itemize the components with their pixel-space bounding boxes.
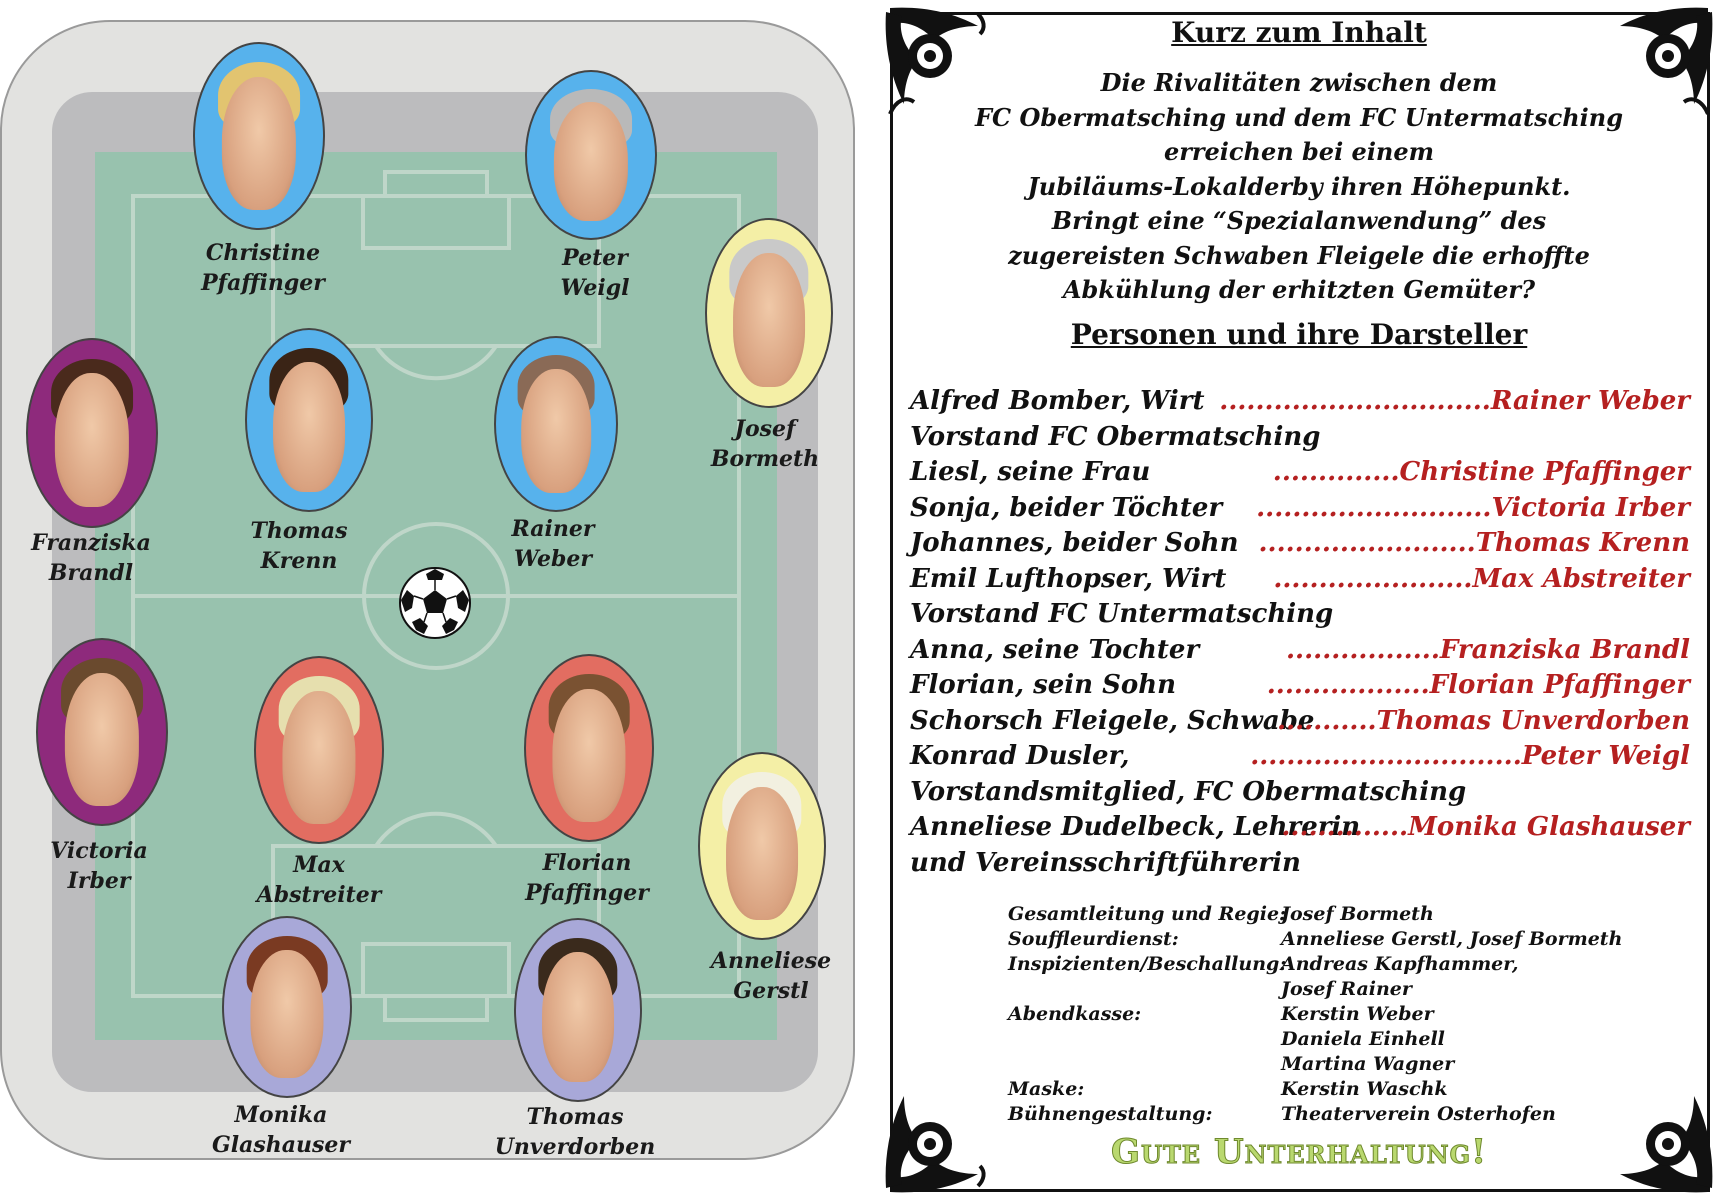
player-name	[502, 848, 672, 908]
credit-value: Theaterverein Osterhofen	[1281, 1103, 1556, 1125]
face-shape	[542, 952, 614, 1082]
cast-role: Johannes, beider Sohn	[910, 528, 1239, 558]
name-first: Thomas	[526, 1104, 624, 1130]
name-first: Christine	[205, 240, 321, 266]
credit-line	[1008, 1077, 1698, 1102]
portrait-peter	[525, 70, 657, 240]
portrait-thomas-krenn	[245, 328, 373, 512]
soccer-ball-icon	[398, 566, 472, 640]
cast-row	[910, 777, 1690, 812]
player-name	[510, 243, 680, 303]
cast-role: Anna, seine Tochter	[910, 635, 1200, 665]
name-last: Glashauser	[211, 1132, 350, 1158]
cast-row	[910, 812, 1690, 847]
portrait-victoria	[36, 638, 168, 826]
portrait-monika	[222, 916, 352, 1098]
player-name	[14, 836, 184, 896]
player-name	[178, 238, 348, 298]
summary-line: Abkühlung der erhitzten Gemüter?	[1062, 275, 1536, 304]
credit-line	[1008, 1052, 1698, 1077]
credit-label: Bühnengestaltung:	[1008, 1103, 1213, 1125]
cast-actor: .................Franziska Brandl	[1285, 635, 1690, 665]
cast-row	[910, 848, 1690, 883]
cast-row	[910, 635, 1690, 670]
cast-actor: ...........Thomas Unverdorben	[1277, 706, 1690, 736]
cast-role: Sonja, beider Töchter	[910, 493, 1223, 523]
summary-line: zugereisten Schwaben Fleigele die erhoffte	[1008, 240, 1590, 270]
name-last: Pfaffinger	[201, 270, 325, 296]
player-name	[214, 516, 384, 576]
cast-role: Alfred Bomber, Wirt	[910, 386, 1205, 416]
name-first: Max	[293, 852, 345, 878]
credit-value: Kerstin Weber	[1281, 1003, 1434, 1025]
cast-row	[910, 386, 1690, 421]
cast-role: Vorstand FC Untermatsching	[910, 599, 1334, 629]
summary-line: erreichen bei einem	[1163, 137, 1435, 166]
name-last: Bormeth	[710, 446, 820, 472]
credit-line	[1008, 1002, 1698, 1027]
summary-line: Bringt eine “Spezialanwendung” des	[1051, 206, 1547, 235]
cast-role: Liesl, seine Frau	[910, 457, 1151, 487]
face-shape	[521, 369, 591, 493]
cast-actor: ..............................Rainer Weber	[1219, 386, 1690, 416]
credit-label: Maske:	[1008, 1078, 1085, 1100]
player-name	[490, 1102, 660, 1162]
name-last: Gerstl	[733, 978, 809, 1004]
credit-value: Josef Bormeth	[1281, 903, 1434, 925]
cast-actor: ..............Christine Pfaffinger	[1272, 457, 1690, 487]
portrait-christine	[193, 42, 325, 230]
cast-actor: ..........................Victoria Irber	[1256, 493, 1690, 523]
cast-role: Schorsch Fleigele, Schwabe	[910, 706, 1315, 736]
player-name	[196, 1100, 366, 1160]
cast-actor: ..............................Peter Weigl	[1250, 741, 1690, 771]
name-last: Weber	[514, 546, 592, 572]
heading-cast: Personen und ihre Darsteller	[1070, 318, 1528, 351]
name-first: Anneliese	[710, 948, 832, 974]
credit-value: Josef Rainer	[1281, 978, 1412, 1000]
cast-role: Anneliese Dudelbeck, Lehrerin	[910, 812, 1361, 842]
name-last: Unverdorben	[494, 1134, 656, 1160]
cast-actor: ......................Max Abstreiter	[1273, 564, 1690, 594]
cast-role: Konrad Dusler,	[910, 741, 1130, 771]
cast-row	[910, 599, 1690, 634]
portrait-franziska	[26, 338, 158, 528]
cast-role: Vorstandsmitglied, FC Obermatsching	[910, 777, 1467, 807]
name-first: Thomas	[250, 518, 348, 544]
cast-row	[910, 564, 1690, 599]
portrait-rainer	[494, 336, 618, 512]
credits-list	[1008, 902, 1698, 1127]
name-last: Krenn	[260, 548, 338, 574]
face-shape	[733, 253, 805, 387]
player-name	[680, 414, 850, 474]
cast-role: und Vereinsschriftführerin	[910, 848, 1301, 878]
summary-line: Die Rivalitäten zwischen dem	[1100, 68, 1498, 97]
portrait-max	[254, 656, 384, 844]
cast-role: Florian, sein Sohn	[910, 670, 1177, 700]
cast-actor: ..............Monika Glashauser	[1281, 812, 1690, 842]
credit-value: Daniela Einhell	[1281, 1028, 1445, 1050]
face-shape	[55, 373, 129, 507]
cast-actor: ..................Florian Pfaffinger	[1266, 670, 1690, 700]
program-sheet	[880, 4, 1718, 1196]
face-shape	[554, 102, 628, 222]
closing-message: Gute Unterhaltung!	[1110, 1132, 1487, 1172]
player-name	[468, 514, 638, 574]
credit-line	[1008, 1102, 1698, 1127]
player-name	[6, 528, 176, 588]
name-first: Rainer	[511, 516, 595, 542]
credit-value: Anneliese Gerstl, Josef Bormeth	[1281, 928, 1623, 950]
name-first: Franziska	[31, 530, 151, 556]
face-shape	[552, 689, 625, 821]
face-shape	[65, 673, 139, 805]
credit-line	[1008, 952, 1698, 977]
credit-line	[1008, 902, 1698, 927]
name-first: Peter	[562, 245, 628, 271]
player-name	[234, 850, 404, 910]
cast-role: Vorstand FC Obermatsching	[910, 422, 1321, 452]
face-shape	[250, 950, 323, 1078]
cast-row	[910, 670, 1690, 705]
portrait-florian	[524, 654, 654, 842]
credit-value: Kerstin Waschk	[1281, 1078, 1448, 1100]
cast-row	[910, 528, 1690, 563]
name-last: Brandl	[48, 560, 134, 586]
face-shape	[282, 691, 355, 823]
cast-row	[910, 422, 1690, 457]
name-first: Monika	[234, 1102, 328, 1128]
cast-row	[910, 457, 1690, 492]
credit-line	[1008, 977, 1698, 1002]
credit-value: Martina Wagner	[1281, 1053, 1455, 1075]
name-last: Pfaffinger	[525, 880, 649, 906]
credit-label: Gesamtleitung und Regie:	[1008, 903, 1287, 925]
cast-row	[910, 493, 1690, 528]
name-last: Abstreiter	[256, 882, 382, 908]
portrait-josef	[705, 218, 833, 408]
cast-role: Emil Lufthopser, Wirt	[910, 564, 1227, 594]
portrait-thomas-unverdorben	[514, 918, 642, 1102]
summary-line: FC Obermatsching und dem FC Untermatsching	[974, 102, 1624, 132]
name-last: Weigl	[560, 275, 630, 301]
name-first: Josef	[734, 416, 796, 442]
credit-label: Souffleurdienst:	[1008, 928, 1179, 950]
name-last: Irber	[67, 868, 131, 894]
cast-row	[910, 706, 1690, 741]
credit-label: Abendkasse:	[1008, 1003, 1142, 1025]
credit-value: Andreas Kapfhammer,	[1281, 953, 1519, 975]
heading-summary: Kurz zum Inhalt	[1171, 16, 1427, 49]
face-shape	[222, 77, 296, 209]
portrait-anneliese	[698, 752, 826, 940]
credit-label: Inspizienten/Beschallung:	[1008, 953, 1287, 975]
cast-actor: ........................Thomas Krenn	[1258, 528, 1690, 558]
player-name	[686, 946, 856, 1006]
name-first: Florian	[542, 850, 632, 876]
summary-text	[880, 66, 1718, 308]
name-first: Victoria	[50, 838, 148, 864]
credit-line	[1008, 927, 1698, 952]
summary-line: Jubiläums-Lokalderby ihren Höhepunkt.	[1027, 171, 1571, 201]
face-shape	[273, 362, 345, 492]
face-shape	[726, 787, 798, 919]
credit-line	[1008, 1027, 1698, 1052]
cast-row	[910, 741, 1690, 776]
